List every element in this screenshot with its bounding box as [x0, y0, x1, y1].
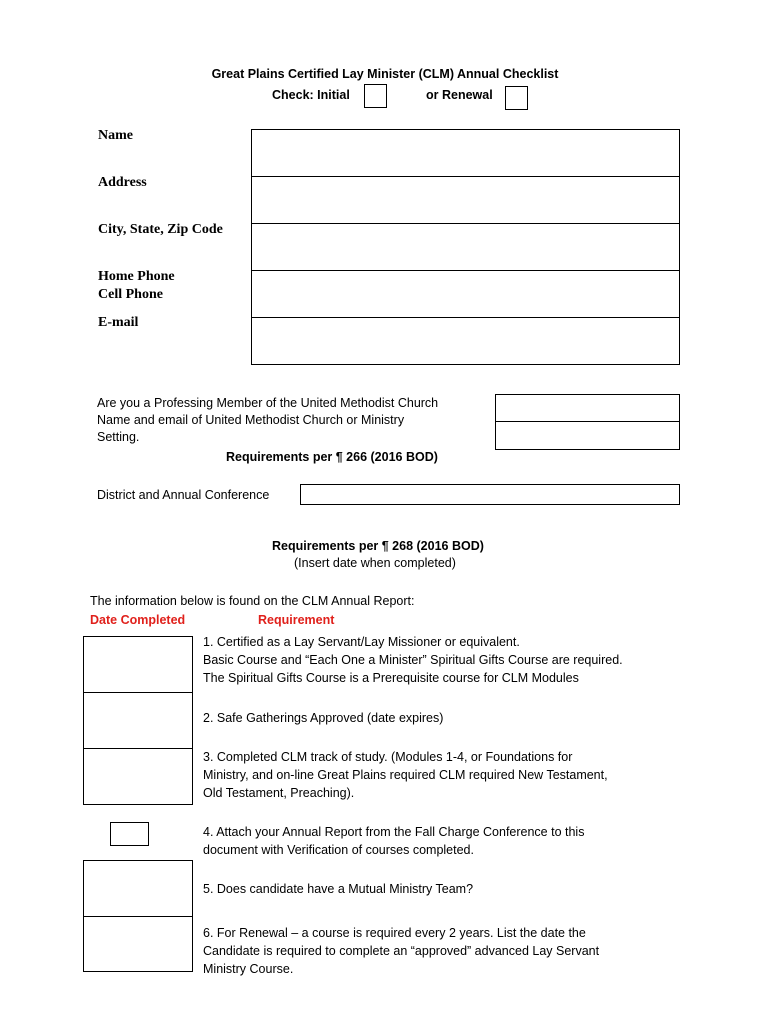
date-field-req-1[interactable]	[83, 636, 193, 693]
initial-checkbox[interactable]	[364, 84, 387, 108]
name-field[interactable]	[251, 129, 680, 177]
professing-member-field[interactable]	[495, 394, 680, 422]
professing-member-question: Are you a Professing Member of the United Methodist Church	[97, 396, 439, 410]
requirement-5: 5. Does candidate have a Mutual Ministry Team?	[203, 882, 474, 896]
requirements-266-heading: Requirements per ¶ 266 (2016 BOD)	[226, 450, 438, 464]
date-field-req-3[interactable]	[83, 748, 193, 805]
date-field-req-6[interactable]	[83, 916, 193, 972]
date-field-req-5[interactable]	[83, 860, 193, 917]
requirement-3: 3. Completed CLM track of study. (Modules 1-4, or Foundations for Ministry, and on-line Great Plains required CLM required New Testament, Old Testament, Preaching).	[203, 750, 608, 800]
requirement-4: 4. Attach your Annual Report from the Fall Charge Conference to this document with Verification of courses completed.	[203, 825, 585, 857]
email-field[interactable]	[251, 317, 680, 365]
date-field-req-2[interactable]	[83, 692, 193, 749]
requirements-268-heading: Requirements per ¶ 268 (2016 BOD)	[272, 539, 484, 553]
district-label: District and Annual Conference	[97, 488, 270, 502]
address-label: Address	[98, 175, 147, 190]
church-name-label: Name and email of United Methodist Church or Ministry	[97, 413, 405, 427]
address-field[interactable]	[251, 176, 680, 224]
district-field[interactable]	[300, 484, 680, 505]
city-state-zip-label: City, State, Zip Code	[98, 222, 223, 237]
date-completed-header: Date Completed	[90, 613, 186, 627]
renewal-label: or Renewal	[426, 88, 493, 102]
page-title: Great Plains Certified Lay Minister (CLM) Annual Checklist	[211, 67, 559, 81]
city-state-zip-field[interactable]	[251, 223, 680, 271]
date-field-req-4[interactable]	[110, 822, 149, 846]
check-initial-label: Check: Initial	[272, 88, 350, 102]
requirement-1: 1. Certified as a Lay Servant/Lay Missioner or equivalent. Basic Course and “Each One a Minister” Spiritual Gifts Course are required. The Spiritual Gifts Course is a Prerequisite course for CLM Modules	[203, 635, 623, 685]
phone-field[interactable]	[251, 270, 680, 318]
email-label: E-mail	[98, 315, 139, 330]
annual-report-intro: The information below is found on the CLM Annual Report:	[90, 594, 415, 608]
home-phone-label: Home Phone	[98, 269, 175, 284]
requirement-2: 2. Safe Gatherings Approved (date expires)	[203, 711, 444, 725]
requirement-6: 6. For Renewal – a course is required every 2 years. List the date the Candidate is required to complete an “approved” advanced Lay Servant Ministry Course.	[203, 926, 600, 976]
church-name-label-cont: Setting.	[97, 430, 140, 444]
cell-phone-label: Cell Phone	[98, 287, 163, 302]
name-label: Name	[98, 128, 133, 143]
requirements-268-subheading: (Insert date when completed)	[294, 556, 456, 570]
church-name-field[interactable]	[495, 421, 680, 450]
requirement-header: Requirement	[258, 613, 335, 627]
renewal-checkbox[interactable]	[505, 86, 528, 110]
